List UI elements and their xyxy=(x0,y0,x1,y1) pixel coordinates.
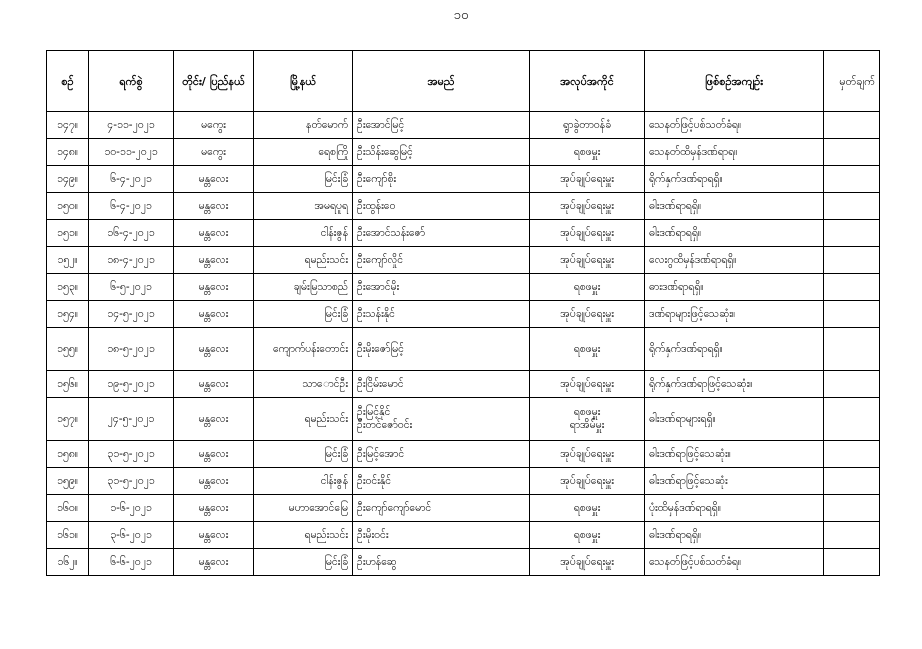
cell-township: မဟာအောင်မြေ xyxy=(254,495,353,522)
table-row xyxy=(47,468,880,495)
cell-occupation-line: အုပ်ချုပ်ရေးမှူး xyxy=(560,172,614,185)
header-date: ရက်စွဲ xyxy=(89,51,174,112)
cell-occupation-line: အုပ်ချုပ်ရေးမှူး xyxy=(560,253,614,266)
cell-township: ငါန်းဇွန် xyxy=(254,468,353,495)
cell-occupation-line: အုပ်ချုပ်ရေးမှူး xyxy=(560,474,614,487)
cell-no: ၁၆၁။ xyxy=(47,522,89,549)
table-header-row xyxy=(47,51,880,112)
cell-region: မန္တလေး xyxy=(174,371,254,398)
cell-occupation-line: အုပ်ချုပ်ရေးမှူး xyxy=(560,226,614,239)
cell-name xyxy=(353,139,530,166)
cell-name-line: ဦးဝင်းနိုင် xyxy=(357,474,392,487)
cell-description: သေနတ်ထိမှန်ဒဏ်ရာရ။ xyxy=(645,139,824,166)
cell-no: ၁၅၁။ xyxy=(47,220,89,247)
header-township: မြို့နယ် xyxy=(254,51,353,112)
cell-date: ၆-၄-၂၀၂၁ xyxy=(89,193,174,220)
cell-date: ၆-၄-၂၀၂၁ xyxy=(89,166,174,193)
cell-township: ချမ်းမြသာစည် xyxy=(254,274,353,301)
cell-no: ၁၄၇။ xyxy=(47,112,89,139)
cell-remarks xyxy=(824,441,880,468)
cell-township: ရမည်းသင်း xyxy=(254,398,353,441)
cell-date: ၁၉-၅-၂၀၂၁ xyxy=(89,371,174,398)
cell-description: ရိုက်နှက်ဒဏ်ရာဖြင့်သေဆုံး။ xyxy=(645,371,824,398)
cell-date: ၆-၆-၂၀၂၁ xyxy=(89,549,174,576)
cell-region: မကွေး xyxy=(174,139,254,166)
cell-name xyxy=(353,247,530,274)
cell-no: ၁၄၉။ xyxy=(47,166,89,193)
incident-table xyxy=(46,50,880,576)
cell-name xyxy=(353,328,530,371)
cell-name xyxy=(353,220,530,247)
cell-description: ဓါးဒဏ်ရာရရှိ။ xyxy=(645,193,824,220)
cell-region: မန္တလေး xyxy=(174,274,254,301)
cell-no: ၁၅၈။ xyxy=(47,441,89,468)
cell-remarks xyxy=(824,112,880,139)
table-row xyxy=(47,166,880,193)
cell-township: ငါန်းဇွန် xyxy=(254,220,353,247)
table-row xyxy=(47,193,880,220)
cell-description: ဓါးဒဏ်ရာဖြင့်သေဆုံး xyxy=(645,468,824,495)
cell-date: ၃၁-၅-၂၀၂၁ xyxy=(89,468,174,495)
cell-region: မကွေး xyxy=(174,112,254,139)
cell-name-line: ဦးသန်းနိုင် xyxy=(357,307,395,320)
cell-name-line: ဦးကျော်လှိုင် xyxy=(357,253,404,266)
cell-township: ရမည်းသင်း xyxy=(254,247,353,274)
cell-name-line: ဦးအောင်သန်းဇော် xyxy=(357,226,426,239)
cell-no: ၁၆၀။ xyxy=(47,495,89,522)
cell-occupation-line: ရွာခွဲတာဝန်ခံ xyxy=(562,118,612,131)
cell-occupation-line: ရစဖမှူး xyxy=(573,145,601,158)
cell-no: ၁၅၇။ xyxy=(47,398,89,441)
cell-description: ဓါးဒဏ်ရာဖြင့်သေဆုံး။ xyxy=(645,441,824,468)
cell-occupation-line: ရစဖမှူး xyxy=(573,501,601,514)
cell-name-line: ဦးအောင်မိုး xyxy=(357,280,400,293)
cell-township: ကျောက်ပန်းတောင်း xyxy=(254,328,353,371)
cell-date: ၆-၅-၂၀၂၁ xyxy=(89,274,174,301)
cell-occupation xyxy=(530,328,645,371)
cell-date: ၃၁-၅-၂၀၂၁ xyxy=(89,441,174,468)
cell-occupation xyxy=(530,166,645,193)
header-region: တိုင်း/ ပြည်နယ် xyxy=(174,51,254,112)
cell-no: ၁၅၀။ xyxy=(47,193,89,220)
cell-name xyxy=(353,495,530,522)
cell-occupation xyxy=(530,301,645,328)
cell-name-line: ဦးတင်ဇော်ဝင်း xyxy=(357,419,413,431)
cell-name xyxy=(353,441,530,468)
table-row xyxy=(47,112,880,139)
cell-occupation xyxy=(530,274,645,301)
cell-name-line: ဦးငြိမ်းမောင် xyxy=(357,377,404,390)
cell-region: မန္တလေး xyxy=(174,522,254,549)
cell-remarks xyxy=(824,274,880,301)
cell-occupation xyxy=(530,371,645,398)
cell-no: ၁၅၅။ xyxy=(47,328,89,371)
cell-occupation xyxy=(530,495,645,522)
table-row xyxy=(47,549,880,576)
table-row xyxy=(47,441,880,468)
cell-date: ၁၆-၄-၂၀၂၁ xyxy=(89,220,174,247)
cell-name-line: ဦးဟန်ဆွေ xyxy=(357,555,397,568)
cell-region: မန္တလေး xyxy=(174,441,254,468)
header-description: ဖြစ်စဉ်အကျဉ်း xyxy=(645,51,824,112)
cell-township: နတ်မောက် xyxy=(254,112,353,139)
cell-township: မြင်းခြံ xyxy=(254,301,353,328)
cell-date: ၁၄-၅-၂၀၂၁ xyxy=(89,301,174,328)
cell-township: မြင်းခြံ xyxy=(254,441,353,468)
cell-occupation-line: အုပ်ချုပ်ရေးမှူး xyxy=(560,307,614,320)
cell-occupation xyxy=(530,193,645,220)
cell-date: ၁၀-၁၁-၂၀၂၁ xyxy=(89,139,174,166)
cell-date: ၄-၁၁-၂၀၂၁ xyxy=(89,112,174,139)
header-no: စဉ် xyxy=(47,51,89,112)
cell-region: မန္တလေး xyxy=(174,247,254,274)
cell-no: ၁၅၃။ xyxy=(47,274,89,301)
cell-remarks xyxy=(824,247,880,274)
table-row xyxy=(47,398,880,441)
cell-name-line: ဦးမိုးဇော်မြင့် xyxy=(357,342,405,355)
table-row xyxy=(47,139,880,166)
cell-no: ၁၅၄။ xyxy=(47,301,89,328)
cell-township: သာောင်ဦး xyxy=(254,371,353,398)
table-row xyxy=(47,247,880,274)
cell-occupation-line: ရစဖမှူး xyxy=(573,528,601,541)
cell-region: မန္တလေး xyxy=(174,495,254,522)
cell-township: ရမည်းသင်း xyxy=(254,522,353,549)
cell-name-line: ဦးအောင်မြင့် xyxy=(357,118,405,131)
cell-occupation xyxy=(530,441,645,468)
cell-township: မြင်းခြံ xyxy=(254,549,353,576)
cell-township: မြင်းခြံ xyxy=(254,166,353,193)
cell-no: ၁၄၈။ xyxy=(47,139,89,166)
cell-name-line: ဦးကျော်ကျော်မောင် xyxy=(357,501,432,514)
cell-date: ၂၄-၅-၂၀၂၁ xyxy=(89,398,174,441)
cell-occupation xyxy=(530,398,645,441)
cell-description: ဓါးဒဏ်ရာရရှိ။ xyxy=(645,220,824,247)
cell-occupation xyxy=(530,112,645,139)
cell-name xyxy=(353,301,530,328)
cell-no: ၁၅၂။ xyxy=(47,247,89,274)
cell-description: သေနတ်ဖြင့်ပစ်သတ်ခံရ။ xyxy=(645,112,824,139)
table-row xyxy=(47,371,880,398)
cell-description: ဓားဒဏ်ရာရရှိ။ xyxy=(645,274,824,301)
cell-name xyxy=(353,398,530,441)
cell-remarks xyxy=(824,166,880,193)
cell-region: မန္တလေး xyxy=(174,468,254,495)
cell-occupation xyxy=(530,220,645,247)
table-row xyxy=(47,495,880,522)
cell-occupation-line: ရစဖမှူး xyxy=(573,406,601,418)
cell-date: ၁၈-၄-၂၀၂၁ xyxy=(89,247,174,274)
cell-name-line: ဦးသိန်းဆွေမြင့် xyxy=(357,145,413,158)
cell-name-line: ဦးကျော်စိုး xyxy=(357,172,397,185)
cell-name xyxy=(353,468,530,495)
cell-remarks xyxy=(824,328,880,371)
cell-occupation-line: ရစဖမှူး xyxy=(573,342,601,355)
cell-remarks xyxy=(824,193,880,220)
cell-remarks xyxy=(824,371,880,398)
cell-name xyxy=(353,274,530,301)
table-row xyxy=(47,328,880,371)
cell-description: ဒဏ်ရာများဖြင့်သေဆုံး။ xyxy=(645,301,824,328)
cell-region: မန္တလေး xyxy=(174,398,254,441)
cell-description: ဓါးဒဏ်ရာများရရှိ။ xyxy=(645,398,824,441)
cell-occupation xyxy=(530,247,645,274)
cell-occupation xyxy=(530,549,645,576)
cell-date: ၁၈-၅-၂၀၂၁ xyxy=(89,328,174,371)
cell-region: မန္တလေး xyxy=(174,549,254,576)
cell-description: လေးဂွထိမှန်ဒဏ်ရာရရှိ။ xyxy=(645,247,824,274)
cell-township: အမရပူရ xyxy=(254,193,353,220)
cell-remarks xyxy=(824,468,880,495)
table-row xyxy=(47,301,880,328)
cell-occupation-line: ရစဖမှူး xyxy=(573,280,601,293)
cell-region: မန္တလေး xyxy=(174,166,254,193)
cell-description: ပုံးထိမှန်ဒဏ်ရာရရှိ။ xyxy=(645,495,824,522)
cell-no: ၁၅၉။ xyxy=(47,468,89,495)
cell-occupation-line: ရာအိမ်မှူး xyxy=(569,419,605,431)
cell-name xyxy=(353,112,530,139)
cell-name-line: ဦးထွန်းဝေ xyxy=(357,199,396,212)
table-row xyxy=(47,274,880,301)
cell-occupation-line: အုပ်ချုပ်ရေးမှူး xyxy=(560,199,614,212)
header-name: အမည် xyxy=(353,51,530,112)
cell-remarks xyxy=(824,398,880,441)
cell-remarks xyxy=(824,139,880,166)
cell-region: မန္တလေး xyxy=(174,220,254,247)
cell-region: မန္တလေး xyxy=(174,328,254,371)
cell-remarks xyxy=(824,495,880,522)
cell-remarks xyxy=(824,301,880,328)
cell-remarks xyxy=(824,220,880,247)
header-occupation: အလုပ်အကိုင် xyxy=(530,51,645,112)
cell-region: မန္တလေး xyxy=(174,301,254,328)
page-number: ၁၀ xyxy=(453,8,469,23)
cell-occupation-line: အုပ်ချုပ်ရေးမှူး xyxy=(560,555,614,568)
cell-name xyxy=(353,166,530,193)
cell-description: ဓါးဒဏ်ရာရရှိ။ xyxy=(645,522,824,549)
cell-occupation xyxy=(530,139,645,166)
cell-name xyxy=(353,549,530,576)
cell-occupation xyxy=(530,522,645,549)
cell-name xyxy=(353,193,530,220)
cell-description: ရိုက်နှက်ဒဏ်ရာရရှိ။ xyxy=(645,166,824,193)
cell-occupation-line: အုပ်ချုပ်ရေးမှူး xyxy=(560,447,614,460)
cell-no: ၁၆၂။ xyxy=(47,549,89,576)
cell-name-line: ဦးမြင့်နိုင် xyxy=(357,406,391,418)
cell-date: ၁-၆-၂၀၂၁ xyxy=(89,495,174,522)
cell-name-line: ဦးမြင့်အောင် xyxy=(357,447,405,460)
cell-remarks xyxy=(824,522,880,549)
cell-name-line: ဦးမိုးဝင်း xyxy=(357,528,389,541)
cell-township: ရေစကြို xyxy=(254,139,353,166)
table-row xyxy=(47,220,880,247)
cell-name xyxy=(353,522,530,549)
cell-description: ရိုက်နှက်ဒဏ်ရာရရှိ။ xyxy=(645,328,824,371)
cell-remarks xyxy=(824,549,880,576)
cell-name xyxy=(353,371,530,398)
header-remarks: မှတ်ချက် xyxy=(824,51,880,112)
table-row xyxy=(47,522,880,549)
cell-description: သေနတ်ဖြင့်ပစ်သတ်ခံရ။ xyxy=(645,549,824,576)
cell-region: မန္တလေး xyxy=(174,193,254,220)
cell-occupation xyxy=(530,468,645,495)
cell-occupation-line: အုပ်ချုပ်ရေးမှူး xyxy=(560,377,614,390)
cell-date: ၃-၆-၂၀၂၁ xyxy=(89,522,174,549)
cell-no: ၁၅၆။ xyxy=(47,371,89,398)
